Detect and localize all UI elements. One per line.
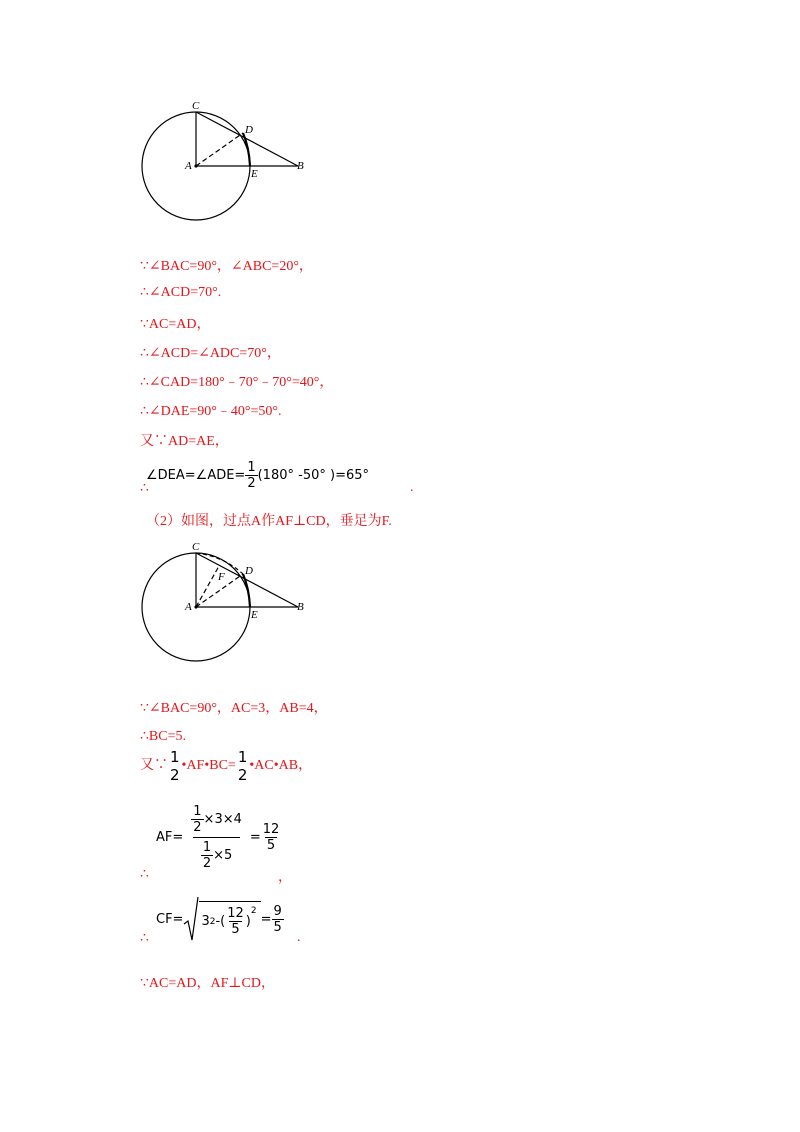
geometry-figure-2	[130, 536, 320, 671]
af-numerator-rest: ×3×4	[203, 812, 242, 827]
area-prefix: 又∵	[140, 758, 168, 774]
step-1: ∵∠BAC=90°，∠ABC=20°，	[140, 259, 313, 274]
step-3: ∵AC=AD，	[140, 317, 211, 332]
therefore-symbol-dea: ∴	[140, 481, 149, 496]
fraction-denominator: 2	[247, 476, 256, 491]
af-main-denominator	[193, 837, 240, 871]
segment-cb	[196, 112, 298, 166]
area-equation	[140, 748, 312, 784]
fraction-denominator: 2	[202, 856, 212, 871]
radicand-base: 3	[201, 914, 210, 929]
segment-cb	[196, 553, 298, 607]
fraction-half-left	[168, 748, 182, 784]
step-7: 又∵AD=AE，	[140, 434, 229, 449]
fraction-af-result	[261, 822, 282, 853]
part2-intro: （2）如图，过点A作AF⊥CD，垂足为F.	[146, 514, 392, 529]
af-equals: =	[249, 830, 261, 845]
arc-de	[243, 574, 250, 607]
formula-dea-rhs: (180° -50° )=65°	[257, 468, 369, 483]
step-4: ∴∠ACD=∠ADC=70°，	[140, 346, 281, 361]
point-a	[194, 605, 197, 608]
fraction-half	[201, 840, 213, 871]
step-2: ∴∠ACD=70°.	[140, 285, 222, 300]
label-c: C	[192, 541, 200, 553]
fraction-denominator: 5	[231, 922, 240, 937]
area-end: •AC•AB，	[249, 758, 313, 774]
fraction-numerator: 1	[247, 460, 256, 475]
fraction-denominator: 2	[193, 820, 202, 835]
fraction-numerator: 1	[170, 748, 180, 766]
step-final: ∵AC=AD，AF⊥CD，	[140, 976, 275, 991]
fraction-half	[245, 460, 257, 491]
formula-dea	[146, 460, 369, 491]
radicand-close: )	[245, 914, 251, 929]
label-d: D	[245, 124, 253, 136]
label-a: A	[185, 601, 192, 613]
fraction-numerator: 9	[273, 903, 282, 919]
point-a	[194, 164, 197, 167]
af-main-numerator	[183, 804, 250, 837]
formula-af	[156, 804, 281, 871]
fraction-numerator: 1	[193, 804, 202, 819]
label-c: C	[192, 100, 200, 112]
segment-af-dashed	[196, 566, 219, 607]
label-b: B	[297, 160, 304, 172]
af-denominator-rest: ×5	[213, 848, 233, 863]
segment-ad-dashed	[196, 133, 243, 166]
formula-dea-lhs: ∠DEA=∠ADE=	[146, 468, 246, 483]
radical-sign	[183, 896, 199, 942]
label-e: E	[251, 168, 258, 180]
fraction-cf-result	[272, 904, 284, 935]
radicand-minus: -(	[215, 914, 226, 929]
fraction-af-main	[183, 804, 250, 871]
step-9: ∴BC=5.	[140, 729, 186, 744]
fraction-denominator: 2	[237, 766, 248, 784]
fraction-half-right	[236, 748, 250, 784]
fraction-denominator: 5	[266, 838, 276, 853]
fraction-radicand	[225, 906, 246, 937]
label-e: E	[251, 609, 258, 621]
therefore-symbol-af: ∴	[140, 867, 149, 882]
step-5: ∴∠CAD=180°﹣70°﹣70°=40°，	[140, 375, 334, 390]
fraction-denominator: 2	[170, 766, 180, 784]
fraction-numerator: 1	[237, 748, 248, 766]
fraction-numerator: 1	[202, 840, 212, 855]
formula-cf-lhs: CF=	[156, 911, 184, 927]
fraction-half	[191, 804, 203, 835]
label-b: B	[297, 601, 304, 613]
step-8: ∵∠BAC=90°，AC=3，AB=4，	[140, 701, 328, 716]
radicand-exp: 2	[209, 916, 216, 927]
therefore-symbol-cf: ∴	[140, 931, 149, 946]
comma-af: ，	[278, 870, 292, 885]
radicand-outer-exp: 2	[250, 906, 257, 916]
geometry-figure-1	[130, 95, 320, 230]
area-mid: •AF•BC=	[181, 758, 236, 774]
formula-af-lhs: AF=	[156, 830, 184, 845]
fraction-numerator: 12	[262, 822, 280, 837]
arc-de	[243, 133, 250, 166]
label-a: A	[185, 160, 192, 172]
fraction-numerator: 12	[227, 906, 244, 921]
label-f: F	[218, 571, 225, 583]
step-6: ∴∠DAE=90°﹣40°=50°.	[140, 404, 282, 419]
fraction-denominator: 5	[273, 919, 282, 935]
formula-cf	[156, 896, 284, 942]
period-cf: .	[297, 930, 301, 945]
cf-equals: =	[260, 911, 272, 927]
period-dea: .	[410, 480, 414, 495]
radicand	[199, 901, 260, 937]
label-d: D	[245, 565, 253, 577]
